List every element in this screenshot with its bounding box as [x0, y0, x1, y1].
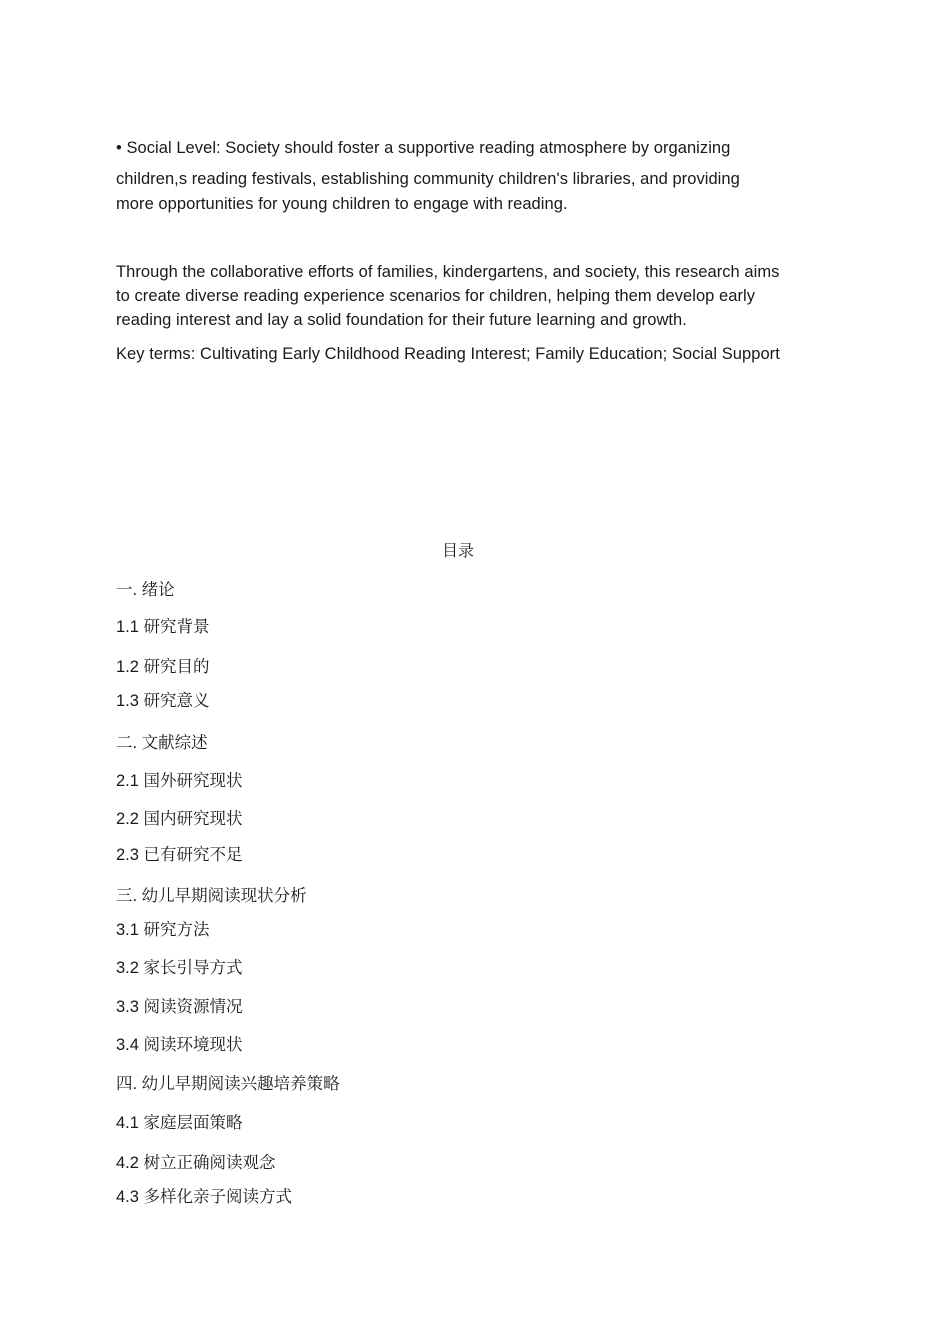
conclusion-line-1: Through the collaborative efforts of families, kindergartens, and society, this research aims: [116, 263, 780, 281]
toc-item: 3.3 阅读资源情况: [116, 998, 243, 1016]
toc-item: 4.2 树立正确阅读观念: [116, 1154, 276, 1172]
toc-item: 3.1 研究方法: [116, 921, 210, 939]
toc-item: 1.2 研究目的: [116, 658, 210, 676]
key-terms: Key terms: Cultivating Early Childhood Reading Interest; Family Education; Social Support: [116, 345, 780, 363]
conclusion-line-3: reading interest and lay a solid foundation for their future learning and growth.: [116, 311, 687, 329]
conclusion-line-2: to create diverse reading experience scenarios for children, helping them develop early: [116, 287, 756, 305]
toc-item: 3.2 家长引导方式: [116, 959, 243, 977]
toc-item: 四. 幼儿早期阅读兴趣培养策略: [116, 1075, 340, 1093]
toc-item: 2.3 已有研究不足: [116, 846, 243, 864]
toc-item: 三. 幼儿早期阅读现状分析: [116, 887, 307, 905]
toc-item: 1.1 研究背景: [116, 618, 210, 636]
social-level-line-3: more opportunities for young children to engage with reading.: [116, 195, 568, 213]
toc-item: 3.4 阅读环境现状: [116, 1036, 243, 1054]
toc-item: 二. 文献综述: [116, 734, 208, 752]
social-level-bullet: • Social Level: Society should foster a supportive reading atmosphere by organizing: [116, 139, 731, 157]
toc-item: 4.3 多样化亲子阅读方式: [116, 1188, 293, 1206]
toc-item: 2.1 国外研究现状: [116, 772, 243, 790]
toc-item: 一. 绪论: [116, 581, 175, 599]
social-level-line-2: children,s reading festivals, establishing community children's libraries, and providing: [116, 170, 740, 188]
toc-item: 2.2 国内研究现状: [116, 810, 243, 828]
toc-item: 1.3 研究意义: [116, 692, 210, 710]
toc-title: 目录: [441, 543, 474, 560]
toc-item: 4.1 家庭层面策略: [116, 1114, 243, 1132]
